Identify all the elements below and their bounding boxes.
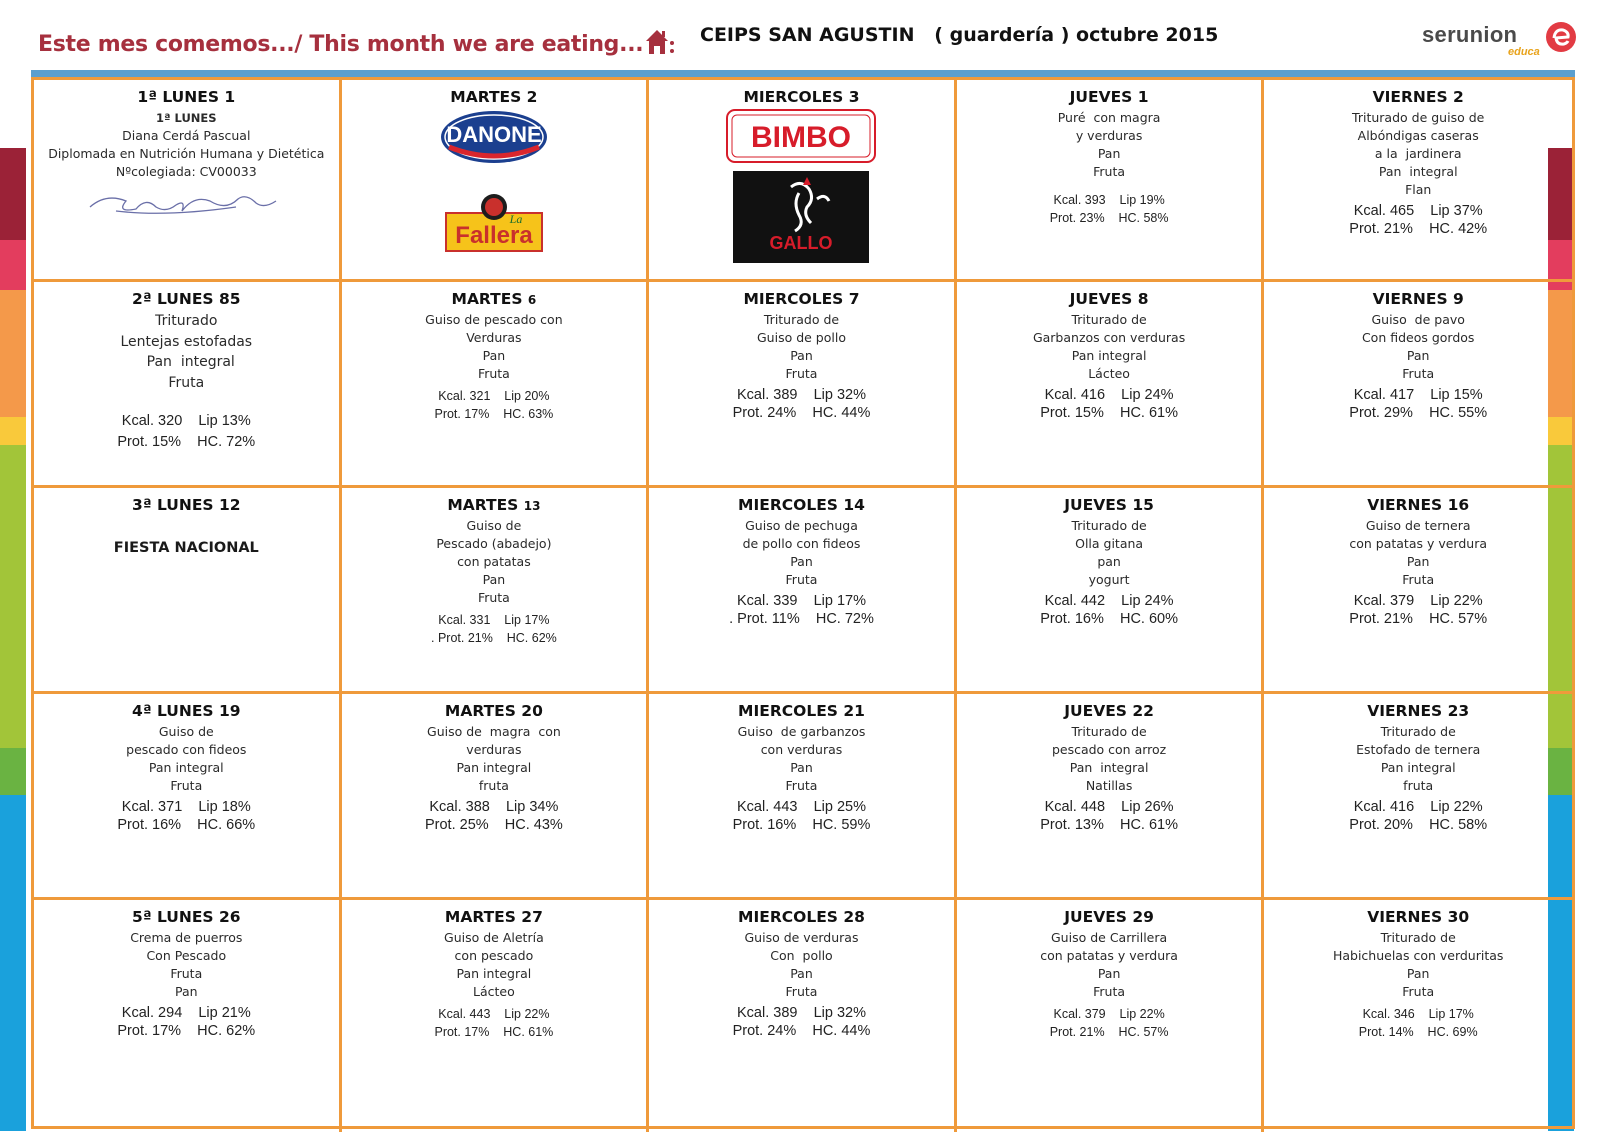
nutrition-kcal: Kcal. 442 Lip 24% (1044, 593, 1174, 609)
menu-line: Guiso de ternera (1365, 518, 1471, 533)
day-cell (649, 488, 957, 694)
menu-line: Fruta (170, 966, 203, 981)
spacer (957, 181, 1262, 191)
menu-line: Triturado de (1071, 724, 1147, 739)
menu-line: Flan (1405, 182, 1432, 197)
menu-line: pan (1097, 554, 1121, 569)
danone-logo-text: DANONE (446, 122, 542, 147)
day-cell (957, 488, 1265, 694)
nutrition-kcal: Kcal. 417 Lip 15% (1353, 387, 1483, 403)
menu-line: Guiso de pollo (756, 330, 846, 345)
menu-line: con patatas (457, 554, 531, 569)
day-title-text: VIERNES 23 (1367, 702, 1470, 720)
fallera-logo-text: Fallera (455, 222, 533, 249)
nutrition-kcal: Kcal. 346 Lip 17% (1362, 1007, 1474, 1021)
danone-logo (342, 109, 647, 165)
day-title (34, 290, 339, 308)
day-title (34, 496, 339, 514)
day-cell (342, 900, 650, 1132)
day-title (1264, 908, 1572, 926)
day-title-text: JUEVES 15 (1064, 496, 1154, 514)
color-strip-segment (0, 795, 26, 1131)
menu-line: Pan (1097, 146, 1121, 161)
menu-line: Guiso de garbanzos (737, 724, 866, 739)
bimbo-logo-text: BIMBO (751, 121, 852, 154)
nutrition-kcal: Kcal. 443 Lip 25% (737, 799, 866, 815)
menu-line: con verduras (760, 742, 843, 757)
brand-mark-icon (1544, 20, 1578, 54)
menu-line: Pan integral (137, 354, 235, 370)
menu-line: Pan integral (456, 760, 532, 775)
nutrition-prot: Prot. 21% HC. 57% (1349, 610, 1488, 627)
home-icon (643, 26, 675, 58)
menu-line: Fruta (1093, 164, 1126, 179)
day-cell (649, 900, 957, 1132)
menu-line: Olla gitana (1075, 536, 1144, 551)
day-title-text: VIERNES 30 (1367, 908, 1470, 926)
day-title (649, 290, 954, 308)
day-cell (1264, 694, 1572, 900)
nutrition-prot: . Prot. 11% HC. 72% (729, 610, 874, 627)
menu-line: Pan (790, 966, 813, 981)
day-cell (34, 694, 342, 900)
nutrition-kcal: Kcal. 393 Lip 19% (1053, 193, 1165, 207)
menu-line: Pescado (abadejo) (436, 536, 552, 551)
menu-line: Fruta (785, 572, 818, 587)
menu-line: Pan integral (1380, 760, 1456, 775)
day-cell (1264, 900, 1572, 1132)
menu-line: Fruta (785, 366, 818, 381)
nutrition-kcal: Kcal. 320 Lip 13% (121, 413, 251, 429)
menu-line: Guiso de pechuga (745, 518, 858, 533)
brand-subname: educa (1508, 46, 1540, 58)
color-strip-segment (0, 417, 26, 445)
day-title (649, 496, 954, 514)
nutrition-prot: Prot. 17% HC. 62% (117, 1022, 256, 1039)
nutrition-prot: Prot. 16% HC. 59% (732, 816, 871, 833)
page-header (0, 0, 1600, 72)
day-cell (957, 282, 1265, 488)
color-strip-segment (0, 748, 26, 795)
day-title (649, 908, 954, 926)
day-cell (957, 900, 1265, 1132)
holiday-label: FIESTA NACIONAL (113, 540, 259, 556)
day-title-text: MARTES 20 (444, 702, 543, 720)
day-title (34, 908, 339, 926)
menu-line: Pan (1406, 554, 1430, 569)
menu-line: a la jardinera (1374, 146, 1462, 161)
menu-line: Pan integral (456, 966, 532, 981)
menu-line: Guiso de verduras (744, 930, 859, 945)
nutrition-kcal: Kcal. 443 Lip 22% (438, 1007, 550, 1021)
day-title-number: 6 (527, 293, 537, 307)
menu-line: Pan (1406, 348, 1430, 363)
menu-line: Garbanzos con verduras (1032, 330, 1186, 345)
menu-line: yogurt (1088, 572, 1130, 587)
nutrition-prot: Prot. 25% HC. 43% (424, 816, 563, 833)
menu-line: Con pollo (770, 948, 833, 963)
day-title-text: MIERCOLES 7 (743, 290, 860, 308)
day-title (957, 908, 1262, 926)
nutrition-kcal: Kcal. 339 Lip 17% (737, 593, 866, 609)
menu-line: Pan (790, 554, 813, 569)
nutrition-prot: Prot. 29% HC. 55% (1349, 404, 1488, 421)
nutrition-kcal: Kcal. 379 Lip 22% (1353, 593, 1483, 609)
day-title-text: MIERCOLES 3 (743, 88, 860, 106)
day-title-number: 13 (523, 499, 541, 513)
brand-name: serunion (1422, 22, 1518, 47)
menu-line: Triturado de (1071, 312, 1147, 327)
nutrition-kcal: Kcal. 465 Lip 37% (1353, 203, 1483, 219)
nutrition-prot: . Prot. 21% HC. 62% (431, 631, 557, 645)
day-title-text: JUEVES 8 (1069, 290, 1149, 308)
day-title (649, 702, 954, 720)
day-cell (342, 488, 650, 694)
menu-line: Triturado de (763, 312, 840, 327)
menu-line: Fruta (170, 778, 203, 793)
nutrition-kcal: Kcal. 416 Lip 24% (1044, 387, 1174, 403)
day-title-text: MIERCOLES 21 (738, 702, 865, 720)
fallera-logo-small-text: La (509, 212, 523, 226)
menu-line: Nºcolegiada: CV00033 (115, 164, 257, 179)
day-cell (649, 694, 957, 900)
menu-line: Triturado de (1071, 518, 1147, 533)
nutrition-kcal: Kcal. 294 Lip 21% (121, 1005, 251, 1021)
day-cell (34, 900, 342, 1132)
menu-line: Pan integral (148, 760, 224, 775)
menu-line: Crema de puerros (130, 930, 243, 945)
menu-line: Pan (482, 572, 506, 587)
nutrition-prot: Prot. 21% HC. 57% (1049, 1025, 1169, 1039)
day-cell (1264, 488, 1572, 694)
day-title (34, 702, 339, 720)
menu-line: con patatas y verdura (1349, 536, 1488, 551)
day-title-text: 2ª LUNES 85 (132, 290, 241, 308)
menu-line: 1ª LUNES (156, 111, 217, 125)
nutrition-kcal: Kcal. 331 Lip 17% (438, 613, 550, 627)
menu-line: pescado con arroz (1051, 742, 1167, 757)
menu-line: Pan (790, 760, 813, 775)
menu-line: Pan integral (1378, 164, 1458, 179)
nutrition-prot: Prot. 15% HC. 72% (117, 434, 256, 450)
nutrition-prot: Prot. 24% HC. 44% (732, 1022, 871, 1039)
day-cell (342, 694, 650, 900)
fallera-logo (342, 191, 647, 253)
nutrition-kcal: Kcal. 371 Lip 18% (121, 799, 251, 815)
menu-line: fruta (1403, 778, 1434, 793)
nutritionist-signature (34, 187, 339, 219)
menu-line: Fruta (477, 590, 510, 605)
nutrition-prot: Prot. 23% HC. 58% (1049, 211, 1169, 225)
day-title-text: 1ª LUNES 1 (137, 88, 236, 106)
day-title (342, 702, 647, 720)
nutrition-kcal: Kcal. 321 Lip 20% (438, 389, 550, 403)
menu-line: Pan (1406, 966, 1430, 981)
menu-calendar-grid (31, 77, 1575, 1129)
day-title-text: VIERNES 9 (1372, 290, 1464, 308)
menu-line: verduras (466, 742, 522, 757)
menu-line: fruta (478, 778, 509, 793)
day-title-text: VIERNES 2 (1372, 88, 1464, 106)
menu-line: Pan integral (1071, 348, 1147, 363)
menu-line: Fruta (1402, 572, 1435, 587)
nutrition-prot: Prot. 14% HC. 69% (1358, 1025, 1478, 1039)
day-title-text: MARTES 2 (450, 88, 538, 106)
nutrition-prot: Prot. 21% HC. 42% (1349, 220, 1488, 237)
day-title (1264, 88, 1572, 106)
menu-line: Triturado de (1380, 930, 1456, 945)
menu-line: Diana Cerdá Pascual (122, 128, 251, 143)
menu-line: Pan (1097, 966, 1121, 981)
menu-line: Lentejas estofadas (120, 333, 253, 350)
day-title-text: MARTES (451, 290, 523, 308)
menu-line: Con Pescado (146, 948, 227, 963)
day-cell (34, 282, 342, 488)
nutrition-prot: Prot. 15% HC. 61% (1040, 404, 1178, 421)
menu-line: Lácteo (1088, 366, 1130, 381)
menu-line: Guiso de Aletría (444, 930, 544, 945)
nutrition-kcal: Kcal. 379 Lip 22% (1053, 1007, 1165, 1021)
day-title (1264, 496, 1572, 514)
color-strip-segment (0, 148, 26, 240)
menu-line: Triturado de (1380, 724, 1456, 739)
day-cell (34, 488, 342, 694)
menu-line: Albóndigas caseras (1357, 128, 1479, 143)
menu-line: Estofado de ternera (1356, 742, 1481, 757)
day-cell (34, 80, 342, 282)
day-title (1264, 702, 1572, 720)
nutrition-prot: Prot. 16% HC. 66% (117, 816, 256, 833)
day-title-text: MARTES 27 (444, 908, 543, 926)
gallo-logo-text: GALLO (769, 233, 833, 253)
day-title-text: JUEVES 29 (1064, 908, 1154, 926)
day-title-text: MIERCOLES 28 (738, 908, 865, 926)
color-strip-segment (0, 290, 26, 417)
menu-line: Pan integral (1069, 760, 1149, 775)
day-cell (342, 80, 650, 282)
day-cell (957, 80, 1265, 282)
menu-line: Fruta (785, 984, 818, 999)
nutrition-prot: Prot. 13% HC. 61% (1040, 816, 1178, 833)
menu-line: Fruta (785, 778, 818, 793)
day-title-text: JUEVES 22 (1064, 702, 1154, 720)
day-title-text: 4ª LUNES 19 (132, 702, 241, 720)
nutrition-prot: Prot. 20% HC. 58% (1349, 816, 1488, 833)
day-title (957, 702, 1262, 720)
day-title (342, 290, 647, 308)
menu-line: Triturado de guiso de (1352, 110, 1485, 125)
menu-line: Con fideos gordos (1361, 330, 1475, 345)
day-title (342, 908, 647, 926)
menu-line: Guiso de (158, 724, 214, 739)
day-cell (957, 694, 1265, 900)
menu-line: Puré con magra (1057, 110, 1161, 125)
day-title (649, 88, 954, 106)
day-cell (1264, 282, 1572, 488)
nutrition-kcal: Kcal. 389 Lip 32% (737, 387, 866, 403)
nutrition-prot: Prot. 24% HC. 44% (732, 404, 871, 421)
bimbo-logo (649, 109, 954, 163)
menu-line: Fruta (1093, 984, 1126, 999)
menu-line: Pan (482, 348, 506, 363)
menu-line: Fruta (168, 374, 205, 391)
menu-line: y verduras (1075, 128, 1143, 143)
day-title-text: JUEVES 1 (1069, 88, 1149, 106)
brand-logo (1422, 20, 1582, 60)
color-strip-segment (0, 240, 26, 290)
menu-line: Guiso de magra con (427, 724, 561, 739)
menu-line: con patatas y verdura (1040, 948, 1178, 963)
page-subtitle: Este mes comemos.../ This month we are eating... (38, 32, 644, 57)
gallo-logo (649, 171, 954, 263)
day-title (34, 88, 339, 106)
nutrition-kcal: Kcal. 388 Lip 34% (429, 799, 559, 815)
nutrition-kcal: Kcal. 416 Lip 22% (1353, 799, 1483, 815)
day-title (957, 496, 1262, 514)
day-cell (649, 80, 957, 282)
day-title (342, 496, 647, 514)
nutrition-kcal: Kcal. 389 Lip 32% (737, 1005, 866, 1021)
color-strip-segment (0, 445, 26, 748)
menu-line: Natillas (1085, 778, 1133, 793)
menu-line: Lácteo (473, 984, 515, 999)
menu-line: Guiso de Carrillera (1051, 930, 1168, 945)
menu-line: Guiso de pavo (1371, 312, 1465, 327)
nutrition-prot: Prot. 17% HC. 63% (434, 407, 554, 421)
day-title-text: MIERCOLES 14 (738, 496, 865, 514)
spacer (34, 393, 339, 411)
menu-line: de pollo con fideos (742, 536, 861, 551)
day-title (957, 88, 1262, 106)
menu-line: Guiso de (466, 518, 522, 533)
menu-line: Fruta (1402, 366, 1435, 381)
menu-line: Diplomada en Nutrición Humana y Dietética (48, 146, 325, 161)
nutrition-prot: Prot. 16% HC. 60% (1040, 610, 1178, 627)
menu-line: Fruta (1402, 984, 1435, 999)
day-title (1264, 290, 1572, 308)
page-title: CEIPS SAN AGUSTIN ( guardería ) octubre 2015 (700, 24, 1219, 46)
day-title-text: VIERNES 16 (1367, 496, 1470, 514)
menu-line: Guiso de pescado con (425, 312, 563, 327)
day-title-text: 3ª LUNES 12 (132, 496, 241, 514)
menu-line: Pan (175, 984, 198, 999)
menu-line: Pan (790, 348, 813, 363)
day-cell (1264, 80, 1572, 282)
nutrition-prot: Prot. 17% HC. 61% (434, 1025, 554, 1039)
day-title (342, 88, 647, 106)
menu-line: con pescado (454, 948, 534, 963)
menu-line: pescado con fideos (126, 742, 247, 757)
day-title (957, 290, 1262, 308)
menu-line: Habichuelas con verduritas (1332, 948, 1504, 963)
menu-line: Verduras (466, 330, 522, 345)
day-cell (649, 282, 957, 488)
menu-line: Fruta (477, 366, 510, 381)
day-cell (342, 282, 650, 488)
day-title-text: MARTES (447, 496, 519, 514)
menu-line: Triturado (155, 313, 218, 329)
nutrition-kcal: Kcal. 448 Lip 26% (1044, 799, 1174, 815)
day-title-text: 5ª LUNES 26 (132, 908, 241, 926)
